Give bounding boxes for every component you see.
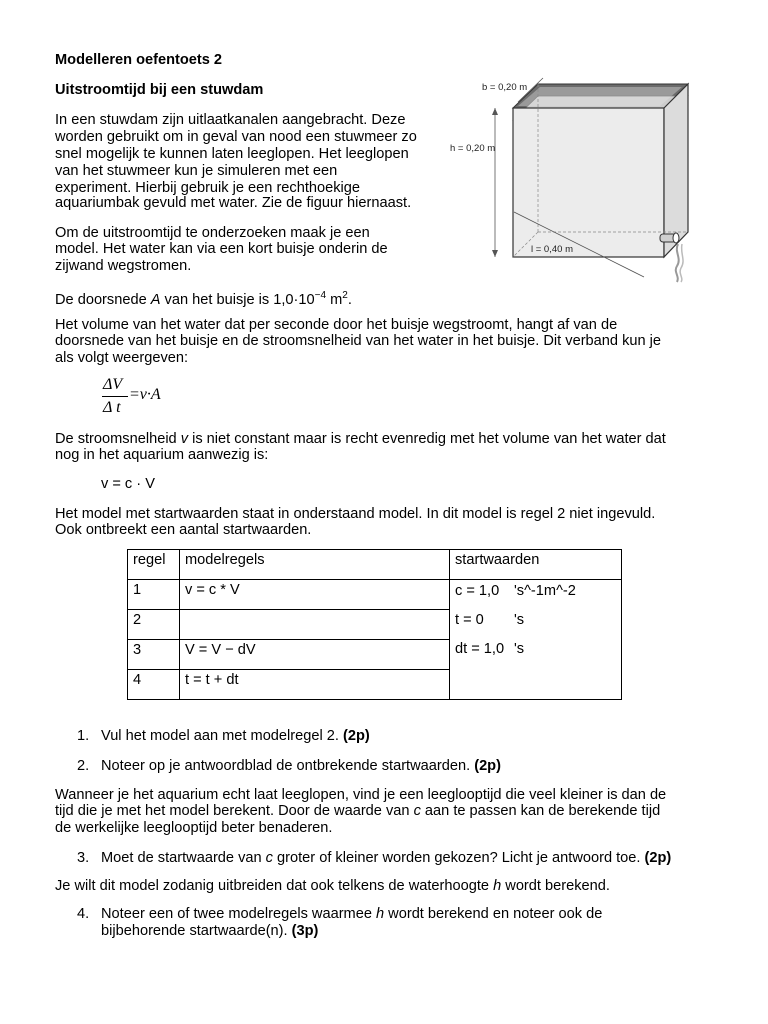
regel-cell: 4 xyxy=(128,670,180,700)
question-3: Moet de startwaarde van c groter of kleiner worden gekozen? Licht je antwoord toe. (2p) xyxy=(101,850,672,866)
header-modelregels: modelregels xyxy=(180,550,450,580)
page-title: Modelleren oefentoets 2 xyxy=(55,52,223,68)
speed-line: nog in het aquarium aanwezig is: xyxy=(55,447,269,463)
rule-cell: t = t + dt xyxy=(180,670,450,700)
rule-cell: v = c * V xyxy=(180,580,450,610)
start-value-dt: dt = 1,0 's xyxy=(455,641,525,657)
paragraph-c: de werkelijke leeglooptijd beter benaderen. xyxy=(55,820,333,836)
question-number: 1. xyxy=(77,728,90,744)
start-values-cell xyxy=(450,580,622,700)
model-line: zijwand wegstromen. xyxy=(55,258,192,274)
volume-line: als volgt weergeven: xyxy=(55,350,189,366)
intro-line: worden gebruikt om in geval van nood een stuwmeer zo xyxy=(55,129,417,145)
intro-line: van het stuwmeer kun je simuleren met een xyxy=(55,163,338,179)
question-4: Noteer een of twee modelregels waarmee h wordt berekend en noteer ook de xyxy=(101,906,603,922)
start-value-c: c = 1,0 's^-1m^-2 xyxy=(455,583,576,599)
paragraph-c: Wanneer je het aquarium echt laat leeglopen, vind je een leeglooptijd die veel kleiner is dan de xyxy=(55,787,667,803)
regel-cell: 3 xyxy=(128,640,180,670)
speed-line: De stroomsnelheid v is niet constant maar is recht evenredig met het volume van het water dat xyxy=(55,431,666,447)
intro-line: experiment. Hierbij gebruik je een rechthoekige xyxy=(55,180,361,196)
question-1: Vul het model aan met modelregel 2. (2p) xyxy=(101,728,370,744)
formula-rhs: =v·A xyxy=(129,386,161,403)
intro-line: In een stuwdam zijn uitlaatkanalen aangebracht. Deze xyxy=(55,112,406,128)
question-number: 4. xyxy=(77,906,90,922)
rule-cell xyxy=(180,610,450,640)
question-number: 3. xyxy=(77,850,90,866)
rule-cell: V = V − dV xyxy=(180,640,450,670)
model-table xyxy=(127,549,622,700)
intro-line: aquariumbak gevuld met water. Zie de figuur hiernaast. xyxy=(55,195,412,211)
start-value-t: t = 0 's xyxy=(455,612,525,628)
formula-numerator: ΔV xyxy=(103,376,123,393)
fraction-bar xyxy=(102,396,128,397)
dimension-b-label: b = 0,20 m xyxy=(482,82,528,93)
regel-cell: 1 xyxy=(128,580,180,610)
area-sentence: De doorsnede A van het buisje is $1,0\cdot 10^{-4}$ $m^2$. xyxy=(55,290,352,308)
paragraph-c: tijd die je met het model berekent. Door de waarde van c aan te passen kan de berekende tijd xyxy=(55,803,661,819)
question-4-cont: bijbehorende startwaarde(n). (3p) xyxy=(101,923,319,939)
header-regel: regel xyxy=(128,550,180,580)
dimension-l-label: l = 0,40 m xyxy=(531,244,573,255)
model-line: model. Het water kan via een kort buisje onderin de xyxy=(55,241,388,257)
start-line: Ook ontbreekt een aantal startwaarden. xyxy=(55,522,312,538)
table-row xyxy=(128,580,622,610)
model-line: Om de uitstroomtijd te onderzoeken maak je een xyxy=(55,225,370,241)
paragraph-h: Je wilt dit model zodanig uitbreiden dat ook telkens de waterhoogte h wordt berekend. xyxy=(55,878,610,894)
section-title: Uitstroomtijd bij een stuwdam xyxy=(55,82,264,98)
regel-cell: 2 xyxy=(128,610,180,640)
start-line: Het model met startwaarden staat in onderstaand model. In dit model is regel 2 niet ingevuld. xyxy=(55,506,656,522)
intro-line: snel mogelijk te kunnen laten leeglopen. Het leeglopen xyxy=(55,146,409,162)
table-header-row xyxy=(128,550,622,580)
dimension-h-label: h = 0,20 m xyxy=(450,143,496,154)
speed-formula: v = c · V xyxy=(101,476,155,492)
question-2: Noteer op je antwoordblad de ontbrekende startwaarden. (2p) xyxy=(101,758,501,774)
header-startwaarden: startwaarden xyxy=(450,550,622,580)
volume-line: Het volume van het water dat per seconde door het buisje wegstroomt, hangt af van de xyxy=(55,317,618,333)
aquarium-figure xyxy=(448,72,696,284)
formula-denominator: Δ t xyxy=(103,399,121,416)
question-number: 2. xyxy=(77,758,90,774)
volume-line: doorsnede van het buisje en de stroomsnelheid van het water in het buisje. Dit verband kun je xyxy=(55,333,662,349)
